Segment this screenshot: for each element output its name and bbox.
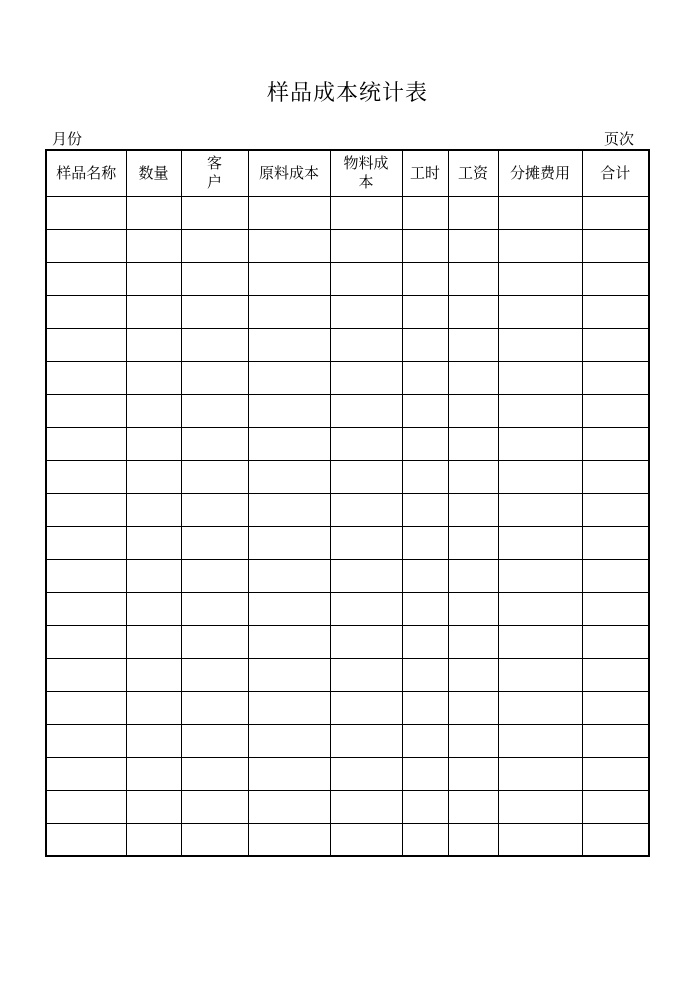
table-cell-customer[interactable] <box>181 658 248 691</box>
table-cell-allocated-cost[interactable] <box>498 559 582 592</box>
table-cell-allocated-cost[interactable] <box>498 658 582 691</box>
table-cell-wages[interactable] <box>448 559 498 592</box>
table-cell-material-cost[interactable] <box>330 757 402 790</box>
table-row <box>46 460 649 493</box>
table-cell-sample-name[interactable] <box>46 724 126 757</box>
table-row <box>46 229 649 262</box>
table-cell-customer[interactable] <box>181 295 248 328</box>
table-cell-sample-name[interactable] <box>46 460 126 493</box>
table-cell-material-cost[interactable] <box>330 691 402 724</box>
table-cell-allocated-cost[interactable] <box>498 592 582 625</box>
table-cell-customer[interactable] <box>181 460 248 493</box>
table-cell-customer[interactable] <box>181 559 248 592</box>
table-cell-customer[interactable] <box>181 592 248 625</box>
table-cell-raw-material-cost[interactable] <box>248 262 330 295</box>
table-cell-total[interactable] <box>582 394 649 427</box>
table-cell-material-cost[interactable] <box>330 394 402 427</box>
table-cell-material-cost[interactable] <box>330 361 402 394</box>
table-cell-raw-material-cost[interactable] <box>248 790 330 823</box>
table-cell-sample-name[interactable] <box>46 328 126 361</box>
table-row <box>46 724 649 757</box>
table-cell-sample-name[interactable] <box>46 757 126 790</box>
table-cell-quantity[interactable] <box>126 757 181 790</box>
table-cell-labor-hours[interactable] <box>402 757 448 790</box>
page-number-label: 页次 <box>604 130 635 148</box>
column-header-text: 样品名称 <box>56 163 117 182</box>
table-cell-wages[interactable] <box>448 196 498 229</box>
table-cell-quantity[interactable] <box>126 658 181 691</box>
table-cell-total[interactable] <box>582 757 649 790</box>
table-cell-material-cost[interactable] <box>330 625 402 658</box>
column-header-text: 工时 <box>409 163 440 182</box>
table-cell-quantity[interactable] <box>126 526 181 559</box>
table-cell-material-cost[interactable] <box>330 658 402 691</box>
table-cell-total[interactable] <box>582 823 649 856</box>
table-cell-wages[interactable] <box>448 493 498 526</box>
table-cell-wages[interactable] <box>448 361 498 394</box>
table-row <box>46 526 649 559</box>
table-cell-wages[interactable] <box>448 394 498 427</box>
table-row <box>46 658 649 691</box>
table-cell-material-cost[interactable] <box>330 460 402 493</box>
table-cell-total[interactable] <box>582 328 649 361</box>
table-cell-sample-name[interactable] <box>46 427 126 460</box>
table-cell-total[interactable] <box>582 262 649 295</box>
table-cell-raw-material-cost[interactable] <box>248 229 330 262</box>
table-cell-allocated-cost[interactable] <box>498 691 582 724</box>
table-cell-sample-name[interactable] <box>46 790 126 823</box>
table-cell-customer[interactable] <box>181 526 248 559</box>
table-cell-labor-hours[interactable] <box>402 691 448 724</box>
table-cell-customer[interactable] <box>181 361 248 394</box>
table-cell-allocated-cost[interactable] <box>498 262 582 295</box>
table-cell-labor-hours[interactable] <box>402 625 448 658</box>
column-header-text: 合计 <box>600 163 631 182</box>
table-cell-quantity[interactable] <box>126 427 181 460</box>
table-cell-wages[interactable] <box>448 427 498 460</box>
table-cell-wages[interactable] <box>448 658 498 691</box>
table-cell-raw-material-cost[interactable] <box>248 394 330 427</box>
table-cell-raw-material-cost[interactable] <box>248 427 330 460</box>
table-cell-sample-name[interactable] <box>46 559 126 592</box>
table-cell-raw-material-cost[interactable] <box>248 493 330 526</box>
table-cell-customer[interactable] <box>181 328 248 361</box>
table-cell-labor-hours[interactable] <box>402 262 448 295</box>
table-cell-labor-hours[interactable] <box>402 823 448 856</box>
table-cell-wages[interactable] <box>448 757 498 790</box>
table-cell-sample-name[interactable] <box>46 262 126 295</box>
table-cell-labor-hours[interactable] <box>402 427 448 460</box>
table-cell-customer[interactable] <box>181 262 248 295</box>
table-cell-allocated-cost[interactable] <box>498 295 582 328</box>
table-cell-total[interactable] <box>582 790 649 823</box>
table-cell-quantity[interactable] <box>126 262 181 295</box>
table-cell-wages[interactable] <box>448 229 498 262</box>
table-cell-allocated-cost[interactable] <box>498 823 582 856</box>
table-cell-raw-material-cost[interactable] <box>248 757 330 790</box>
table-cell-wages[interactable] <box>448 691 498 724</box>
table-cell-quantity[interactable] <box>126 295 181 328</box>
column-header-text: 原料成本 <box>258 163 319 182</box>
table-cell-material-cost[interactable] <box>330 229 402 262</box>
table-row <box>46 493 649 526</box>
table-cell-quantity[interactable] <box>126 196 181 229</box>
table-cell-sample-name[interactable] <box>46 823 126 856</box>
column-header-text: 客 <box>206 154 222 173</box>
table-cell-customer[interactable] <box>181 394 248 427</box>
table-row <box>46 823 649 856</box>
table-cell-allocated-cost[interactable] <box>498 493 582 526</box>
table-cell-customer[interactable] <box>181 724 248 757</box>
table-cell-sample-name[interactable] <box>46 493 126 526</box>
table-cell-raw-material-cost[interactable] <box>248 196 330 229</box>
table-cell-total[interactable] <box>582 526 649 559</box>
table-cell-quantity[interactable] <box>126 460 181 493</box>
table-header-row <box>46 150 649 196</box>
table-cell-raw-material-cost[interactable] <box>248 658 330 691</box>
table-cell-quantity[interactable] <box>126 229 181 262</box>
table-row <box>46 625 649 658</box>
table-cell-quantity[interactable] <box>126 790 181 823</box>
table-row <box>46 262 649 295</box>
table-cell-sample-name[interactable] <box>46 295 126 328</box>
column-header-sample-name <box>46 150 126 196</box>
table-cell-labor-hours[interactable] <box>402 493 448 526</box>
column-header-customer <box>181 150 248 196</box>
table-cell-sample-name[interactable] <box>46 229 126 262</box>
table-cell-labor-hours[interactable] <box>402 328 448 361</box>
table-cell-allocated-cost[interactable] <box>498 361 582 394</box>
table-row <box>46 196 649 229</box>
table-cell-raw-material-cost[interactable] <box>248 361 330 394</box>
table-cell-customer[interactable] <box>181 196 248 229</box>
table-cell-labor-hours[interactable] <box>402 295 448 328</box>
table-cell-total[interactable] <box>582 658 649 691</box>
column-header-material-cost <box>330 150 402 196</box>
table-cell-raw-material-cost[interactable] <box>248 460 330 493</box>
table-cell-customer[interactable] <box>181 757 248 790</box>
table-cell-quantity[interactable] <box>126 361 181 394</box>
column-header-text: 物料成 <box>343 154 389 173</box>
table-cell-labor-hours[interactable] <box>402 460 448 493</box>
column-header-text: 本 <box>358 173 374 192</box>
table-row <box>46 790 649 823</box>
column-header-text: 分摊费用 <box>509 163 570 182</box>
table-cell-total[interactable] <box>582 460 649 493</box>
table-cell-customer[interactable] <box>181 691 248 724</box>
table-cell-total[interactable] <box>582 229 649 262</box>
table-cell-sample-name[interactable] <box>46 394 126 427</box>
table-body <box>46 196 649 856</box>
table-cell-quantity[interactable] <box>126 328 181 361</box>
table-cell-total[interactable] <box>582 625 649 658</box>
table-cell-sample-name[interactable] <box>46 592 126 625</box>
month-label: 月份 <box>52 130 83 148</box>
table-cell-wages[interactable] <box>448 790 498 823</box>
table-cell-wages[interactable] <box>448 592 498 625</box>
table-cell-allocated-cost[interactable] <box>498 724 582 757</box>
table-cell-allocated-cost[interactable] <box>498 625 582 658</box>
table-cell-material-cost[interactable] <box>330 592 402 625</box>
table-cell-quantity[interactable] <box>126 823 181 856</box>
table-cell-material-cost[interactable] <box>330 526 402 559</box>
column-header-text: 户 <box>206 173 222 192</box>
table-cell-sample-name[interactable] <box>46 361 126 394</box>
table-cell-total[interactable] <box>582 361 649 394</box>
table-cell-total[interactable] <box>582 559 649 592</box>
table-cell-material-cost[interactable] <box>330 328 402 361</box>
table-cell-labor-hours[interactable] <box>402 361 448 394</box>
table-cell-wages[interactable] <box>448 460 498 493</box>
table-row <box>46 328 649 361</box>
table-cell-sample-name[interactable] <box>46 196 126 229</box>
form-title: 样品成本统计表 <box>266 81 428 106</box>
table-row <box>46 361 649 394</box>
table-cell-quantity[interactable] <box>126 592 181 625</box>
table-cell-labor-hours[interactable] <box>402 394 448 427</box>
table-cell-wages[interactable] <box>448 328 498 361</box>
table-cell-customer[interactable] <box>181 229 248 262</box>
table-cell-wages[interactable] <box>448 823 498 856</box>
column-header-wages <box>448 150 498 196</box>
table-cell-material-cost[interactable] <box>330 427 402 460</box>
table-row <box>46 394 649 427</box>
table-cell-wages[interactable] <box>448 295 498 328</box>
column-header-labor-hours <box>402 150 448 196</box>
column-header-raw-material-cost <box>248 150 330 196</box>
table-cell-total[interactable] <box>582 592 649 625</box>
table-cell-customer[interactable] <box>181 790 248 823</box>
table-cell-raw-material-cost[interactable] <box>248 559 330 592</box>
table-cell-sample-name[interactable] <box>46 625 126 658</box>
column-header-allocated-cost <box>498 150 582 196</box>
table-cell-material-cost[interactable] <box>330 559 402 592</box>
table-cell-raw-material-cost[interactable] <box>248 691 330 724</box>
table-cell-material-cost[interactable] <box>330 790 402 823</box>
column-header-quantity <box>126 150 181 196</box>
table-cell-labor-hours[interactable] <box>402 196 448 229</box>
table-cell-material-cost[interactable] <box>330 724 402 757</box>
table-cell-quantity[interactable] <box>126 625 181 658</box>
table-cell-wages[interactable] <box>448 625 498 658</box>
table-row <box>46 691 649 724</box>
table-row <box>46 559 649 592</box>
table-cell-raw-material-cost[interactable] <box>248 295 330 328</box>
table-cell-wages[interactable] <box>448 724 498 757</box>
table-cell-labor-hours[interactable] <box>402 526 448 559</box>
table-cell-total[interactable] <box>582 724 649 757</box>
table-cell-material-cost[interactable] <box>330 823 402 856</box>
table-cell-quantity[interactable] <box>126 724 181 757</box>
column-header-text: 工资 <box>457 163 488 182</box>
table-cell-total[interactable] <box>582 427 649 460</box>
table-cell-allocated-cost[interactable] <box>498 526 582 559</box>
table-cell-allocated-cost[interactable] <box>498 757 582 790</box>
table-cell-quantity[interactable] <box>126 559 181 592</box>
table-cell-allocated-cost[interactable] <box>498 790 582 823</box>
table-cell-raw-material-cost[interactable] <box>248 823 330 856</box>
table-cell-quantity[interactable] <box>126 691 181 724</box>
table-cell-total[interactable] <box>582 196 649 229</box>
table-cell-wages[interactable] <box>448 526 498 559</box>
table-row <box>46 295 649 328</box>
table-cell-allocated-cost[interactable] <box>498 229 582 262</box>
table-cell-raw-material-cost[interactable] <box>248 625 330 658</box>
table-row <box>46 592 649 625</box>
table-cell-material-cost[interactable] <box>330 493 402 526</box>
table-cell-customer[interactable] <box>181 823 248 856</box>
table-cell-allocated-cost[interactable] <box>498 394 582 427</box>
table-cell-material-cost[interactable] <box>330 262 402 295</box>
table-cell-raw-material-cost[interactable] <box>248 328 330 361</box>
table-cell-allocated-cost[interactable] <box>498 427 582 460</box>
table-cell-sample-name[interactable] <box>46 526 126 559</box>
table-cell-allocated-cost[interactable] <box>498 460 582 493</box>
table-cell-customer[interactable] <box>181 493 248 526</box>
table-cell-labor-hours[interactable] <box>402 229 448 262</box>
table-cell-customer[interactable] <box>181 427 248 460</box>
table-cell-allocated-cost[interactable] <box>498 196 582 229</box>
table-cell-raw-material-cost[interactable] <box>248 724 330 757</box>
column-header-text: 数量 <box>138 163 169 182</box>
table-cell-quantity[interactable] <box>126 394 181 427</box>
sample-cost-table <box>45 149 650 857</box>
table-cell-labor-hours[interactable] <box>402 592 448 625</box>
table-cell-material-cost[interactable] <box>330 295 402 328</box>
table-cell-material-cost[interactable] <box>330 196 402 229</box>
table-cell-labor-hours[interactable] <box>402 559 448 592</box>
table-cell-raw-material-cost[interactable] <box>248 592 330 625</box>
table-cell-customer[interactable] <box>181 625 248 658</box>
table-cell-wages[interactable] <box>448 262 498 295</box>
table-cell-total[interactable] <box>582 493 649 526</box>
table-cell-raw-material-cost[interactable] <box>248 526 330 559</box>
table-row <box>46 757 649 790</box>
table-cell-total[interactable] <box>582 691 649 724</box>
table-cell-sample-name[interactable] <box>46 658 126 691</box>
table-cell-total[interactable] <box>582 295 649 328</box>
table-cell-labor-hours[interactable] <box>402 724 448 757</box>
table-cell-quantity[interactable] <box>126 493 181 526</box>
column-header-total <box>582 150 649 196</box>
table-cell-labor-hours[interactable] <box>402 658 448 691</box>
table-row <box>46 427 649 460</box>
table-cell-labor-hours[interactable] <box>402 790 448 823</box>
table-cell-allocated-cost[interactable] <box>498 328 582 361</box>
table-cell-sample-name[interactable] <box>46 691 126 724</box>
